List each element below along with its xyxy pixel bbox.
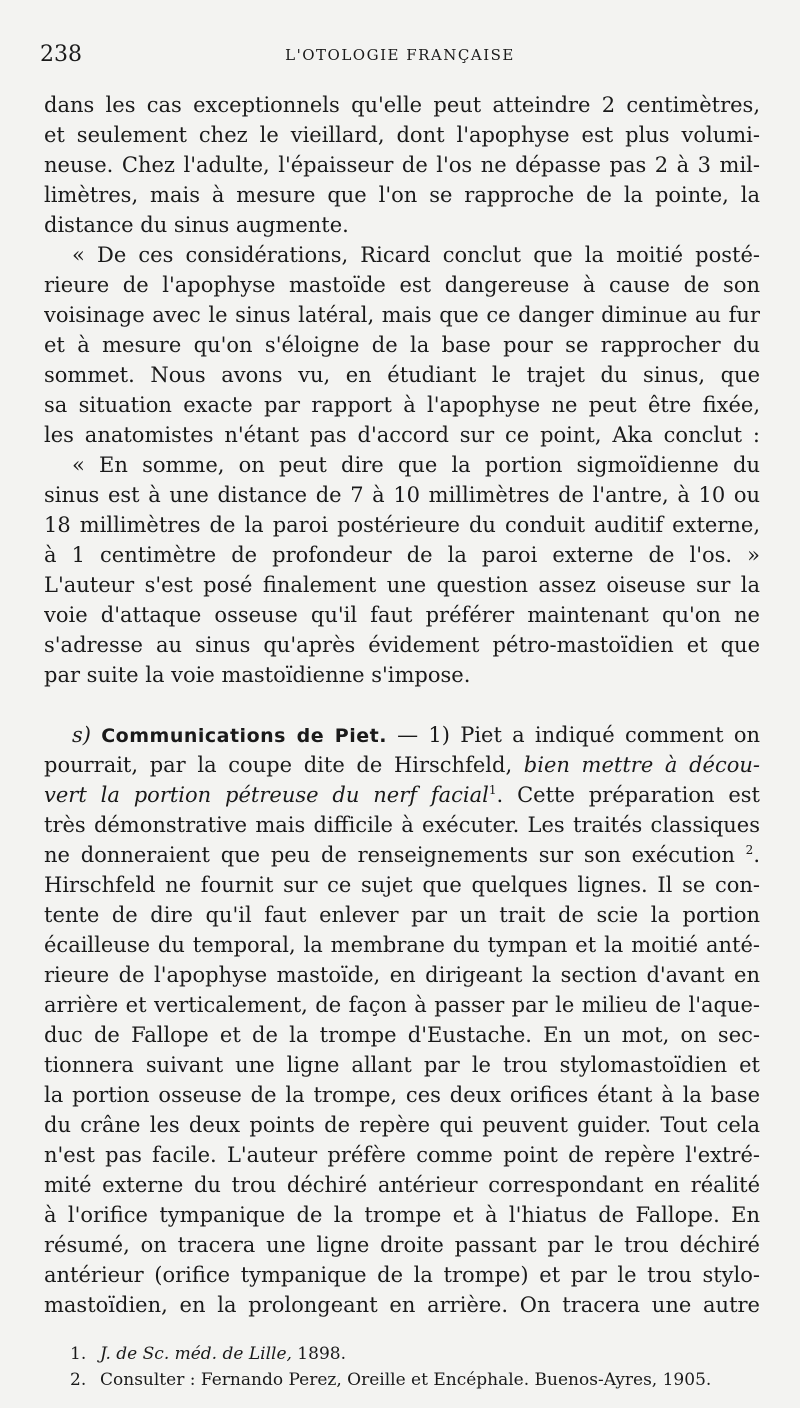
text-line: voisinage avec le sinus latéral, mais que ce danger diminue au fur (44, 303, 760, 327)
text-line: neuse. Chez l'adulte, l'épaisseur de l'os ne dépasse pas 2 à 3 mil- (44, 153, 760, 177)
text-run: pourrait, par la coupe dite de Hirschfeld, (44, 753, 524, 777)
text-line: voie d'attaque osseuse qu'il faut préférer maintenant qu'on ne (44, 603, 760, 627)
running-head: L'OTOLOGIE FRANÇAISE (285, 46, 515, 64)
italic-run: vert la portion pétreuse du nerf facial (44, 783, 489, 807)
text-line: par suite la voie mastoïdienne s'impose. (44, 663, 471, 687)
text-line: rieure de l'apophyse mastoïde, en dirigeant la section d'avant en (44, 963, 760, 987)
text-line: résumé, on tracera une ligne droite passant par le trou déchiré (44, 1233, 760, 1257)
text-line: sinus est à une distance de 7 à 10 millimètres de l'antre, à 10 ou (44, 483, 760, 507)
section-label: s) (72, 723, 91, 747)
text-line: Hirschfeld ne fournit sur ce sujet que quelques lignes. Il se con- (44, 873, 760, 897)
text-line: sa situation exacte par rapport à l'apophyse ne peut être fixée, (44, 393, 760, 417)
text-line: écailleuse du temporal, la membrane du tympan et la moitié anté- (44, 933, 760, 957)
footnote-italic: J. de Sc. méd. de Lille, (100, 1344, 292, 1364)
text-line: s'adresse au sinus qu'après évidement pétro-mastoïdien et que (44, 633, 760, 657)
text-line: duc de Fallope et de la trompe d'Eustache. En un mot, on sec- (44, 1023, 760, 1047)
text-line: et à mesure qu'on s'éloigne de la base pour se rapprocher du (44, 333, 760, 357)
text-line: très démonstrative mais difficile à exécuter. Les traités classiques (44, 813, 760, 837)
text-line: 18 millimètres de la paroi postérieure du conduit auditif externe, (44, 513, 760, 537)
text-run: . (753, 843, 760, 867)
footnote (70, 1368, 760, 1392)
text-line: rieure de l'apophyse mastoïde est dangereuse à cause de son (44, 273, 760, 297)
text-line: n'est pas facile. L'auteur préfère comme point de repère l'extré- (44, 1143, 760, 1167)
text-line: distance du sinus augmente. (44, 213, 349, 237)
text-line: mité externe du trou déchiré antérieur correspondant en réalité (44, 1173, 760, 1197)
text-line: les anatomistes n'étant pas d'accord sur ce point, Aka conclut : (44, 423, 760, 447)
footnote-ref: 2 (745, 843, 754, 857)
text-line (44, 780, 760, 810)
text-line: antérieur (orifice tympanique de la trompe) et par le trou stylo- (44, 1263, 760, 1287)
footnote-text: Consulter : Fernando Perez, Oreille et Encéphale. Buenos-Ayres, 1905. (100, 1370, 712, 1390)
text-line: du crâne les deux points de repère qui peuvent guider. Tout cela (44, 1113, 760, 1137)
text-line: et seulement chez le vieillard, dont l'apophyse est plus volumi- (44, 123, 760, 147)
footnote-ref: 1 (488, 783, 497, 797)
page-header (40, 42, 760, 70)
text-line: à 1 centimètre de profondeur de la paroi externe de l'os. » (44, 543, 760, 567)
text-run: . Cette préparation est (496, 783, 760, 807)
text-line: L'auteur s'est posé finalement une question assez oiseuse sur la (44, 573, 760, 597)
text-line: « De ces considérations, Ricard conclut que la moitié posté- (72, 243, 760, 267)
italic-run: bien mettre à décou- (523, 753, 760, 777)
footnote-number: 1. (70, 1344, 87, 1364)
page-number: 238 (40, 42, 82, 67)
text-line: limètres, mais à mesure que l'on se rapproche de la pointe, la (44, 183, 760, 207)
footnote (70, 1342, 760, 1366)
text-line (44, 750, 760, 780)
text-line: dans les cas exceptionnels qu'elle peut atteindre 2 centimètres, (44, 93, 760, 117)
section-heading-line (72, 720, 760, 751)
text-run: ne donneraient que peu de renseignements sur son exécution (44, 843, 746, 867)
footnote-text: 1898. (291, 1344, 346, 1364)
text-line: tionnera suivant une ligne allant par le trou stylomastoïdien et (44, 1053, 760, 1077)
text-run: — 1) Piet a indiqué comment on (386, 723, 760, 747)
text-line: à l'orifice tympanique de la trompe et à l'hiatus de Fallope. En (44, 1203, 760, 1227)
text-line: « En somme, on peut dire que la portion sigmoïdienne du (72, 453, 760, 477)
section-title: Communications de Piet. (101, 725, 387, 747)
text-line: la portion osseuse de la trompe, ces deux orifices étant à la base (44, 1083, 760, 1107)
text-line: mastoïdien, en la prolongeant en arrière. On tracera une autre (44, 1293, 760, 1317)
text-line: sommet. Nous avons vu, en étudiant le trajet du sinus, que (44, 363, 760, 387)
text-line: arrière et verticalement, de façon à passer par le milieu de l'aque- (44, 993, 760, 1017)
text-line (44, 840, 760, 870)
footnote-number: 2. (70, 1370, 87, 1390)
text-line: tente de dire qu'il faut enlever par un trait de scie la portion (44, 903, 760, 927)
